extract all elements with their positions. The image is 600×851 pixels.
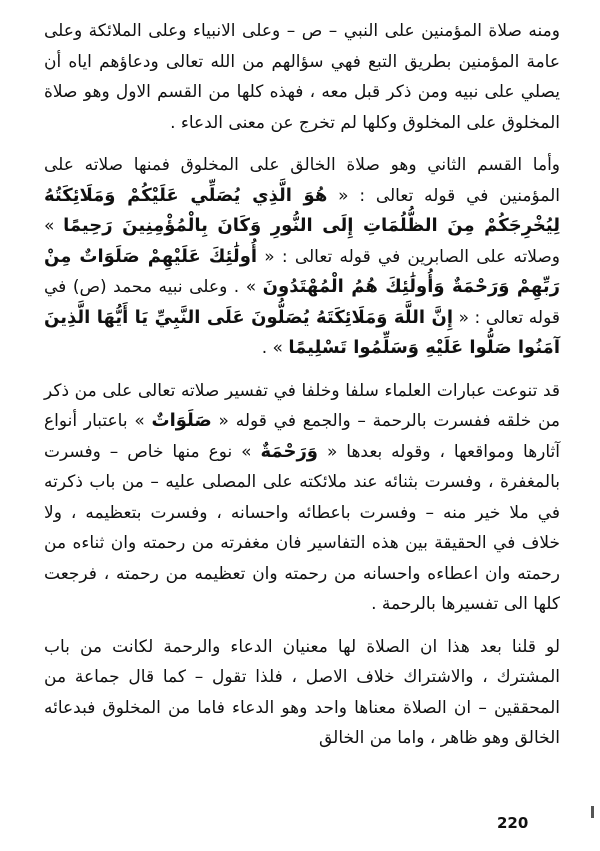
- paragraph-2: [44, 150, 560, 364]
- quran-verse-1: هُوَ الَّذِي يُصَلِّي عَلَيْكُمْ وَمَلَائِكَتُهُ لِيُخْرِجَكُمْ مِنَ الظُّلُمَاتِ إِلَى النُّورِ وَكَانَ بِالْمُؤْمِنِينَ رَحِيمًا: [44, 184, 560, 236]
- paragraph-2-mid-2: » . وعلى نبيه محمد (ص) في قوله تعالى : «: [44, 277, 560, 328]
- paragraph-2-mid-1: » وصلاته على الصابرين في قوله تعالى : «: [44, 216, 560, 267]
- quran-verse-3: إِنَّ اللَّهَ وَمَلَائِكَتَهُ يُصَلُّونَ عَلَى النَّبِيِّ يَا أَيُّهَا الَّذِينَ آمَنُوا صَلُّوا عَلَيْهِ وَسَلِّمُوا تَسْلِيمًا: [44, 306, 560, 358]
- paragraph-4: [44, 632, 560, 754]
- quran-word-rahma: وَرَحْمَةٌ: [260, 440, 318, 462]
- paragraph-3-text-c: » نوع منها خاص – وفسرت بالمغفرة ، وفسرت بثنائه عند ملائكته على المصلى عليه – من باب ذكرته في ملا خير منه – وفسرت باعطائه واحسانه ، وفسرت بتعظيمه ، ولا خلاف في الحقيقة بين هذه التفاسير فان مغفرته من رحمته وان ثناءه من رحمته وان اعطاءه واحسانه من رحمته وان تعظيمه من رحمته ، فرجعت كلها الى تفسيرها بالرحمة .: [44, 441, 560, 614]
- paragraph-gap: [44, 620, 560, 632]
- document-page: [44, 16, 560, 796]
- quran-word-salawat: صَلَوَاتٌ: [151, 410, 212, 431]
- page-number: 220: [497, 814, 529, 832]
- paragraph-3-text-a: قد تنوعت عبارات العلماء سلفا وخلفا في تفسير صلاته تعالى على من ذكر من خلقه ففسرت بالرحمة – والجمع في قوله «: [44, 380, 561, 431]
- page-edge-mark: [591, 806, 594, 818]
- paragraph-4-text: لو قلنا بعد هذا ان الصلاة لها معنيان الدعاء والرحمة لكانت من باب المشترك ، والاشتراك خلاف الاصل ، فلذا تقول – كما قال جماعة من المحققين – ان الصلاة معناها واحد وهو الدعاء فاما من المخلوق فبدعائه الخالق وهو ظاهر ، واما من الخالق: [44, 636, 560, 748]
- paragraph-3: [44, 376, 560, 620]
- paragraph-1-text: ومنه صلاة المؤمنين على النبي – ص – وعلى الانبياء وعلى الملائكة وعلى عامة المؤمنين بطريق التبع فهي سؤالهم من الله تعالى ودعاؤهم اياه أن يصلي على نبيه ومن ذكر قبل معه ، فهذه كلها من القسم الاول وهو صلاة المخلوق على المخلوق وكلها لم تخرج عن معنى الدعاء .: [44, 21, 560, 133]
- paragraph-1: [44, 16, 560, 138]
- paragraph-2-intro: وأما القسم الثاني وهو صلاة الخالق على المخلوق فمنها صلاته على المؤمنين في قوله تعالى : «: [44, 155, 560, 206]
- paragraph-gap: [44, 138, 560, 150]
- paragraph-2-end: » .: [261, 338, 283, 358]
- paragraph-gap: [44, 364, 560, 376]
- paragraph-3-text-b: » باعتبار أنواع آثارها ومواقعها ، وقوله بعدها «: [44, 411, 561, 462]
- quran-verse-2: أُولَٰئِكَ عَلَيْهِمْ صَلَوَاتٌ مِنْ رَبِّهِمْ وَرَحْمَةٌ وَأُولَٰئِكَ هُمُ الْمُهْتَدُونَ: [44, 245, 560, 297]
